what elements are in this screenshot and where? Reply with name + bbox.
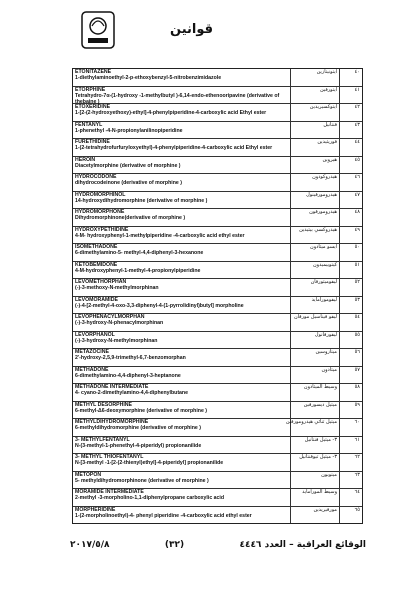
substance-cell xyxy=(73,157,291,174)
chemical-description: 5- methyldihydromorphinone (derivative of morphine ) xyxy=(75,477,209,484)
row-number: ٤٨ xyxy=(354,209,360,215)
substance-cell xyxy=(73,489,291,506)
substance-cell xyxy=(73,279,291,296)
arabic-name: ليفومورامايد xyxy=(291,297,340,314)
table-row xyxy=(73,384,362,402)
row-number: ٦٢ xyxy=(354,454,360,460)
substance-name: HYDROMORPHONE xyxy=(75,209,125,215)
table-row xyxy=(73,69,362,87)
substance-cell xyxy=(73,419,291,436)
table-row xyxy=(73,489,362,507)
row-number: ٥٥ xyxy=(354,331,360,338)
chemical-description: 4- cyano-2-dimethylamino-4,4-diphenylbutane xyxy=(75,390,188,397)
table-row xyxy=(73,174,362,192)
arabic-name: هيدرومورفون xyxy=(291,209,340,226)
drug-table xyxy=(72,68,363,524)
chemical-description: (-)-4-[2-methyl-4-oxo-3,3-diphenyl-4-(1-pyrrolidinyl)butyl] morpholine xyxy=(75,302,244,309)
table-row xyxy=(73,227,362,245)
arabic-name: ميثيل ثنائي هيدرومورفين xyxy=(291,419,340,436)
arabic-name: فنتانيل xyxy=(291,122,340,139)
row-number: ٥٠ xyxy=(354,244,360,250)
substance-name: ETORPHINE xyxy=(75,86,106,93)
chemical-description: (-)-3-methoxy-N-methylmorphinan xyxy=(75,285,159,292)
arabic-name: هيدرومورفينول xyxy=(291,192,340,209)
substance-name: 3- METHYLFENTANYL xyxy=(75,436,130,443)
substance-name: HYDROXYPETHIDINE xyxy=(75,226,129,233)
substance-cell xyxy=(73,314,291,331)
substance-name: LEVORPHANOL xyxy=(75,331,115,338)
substance-name: HYDROCODONE xyxy=(75,174,117,180)
row-number: ٥٤ xyxy=(354,314,360,320)
chemical-description: 4-M- hydroxyphenyl-1-methylpiperidine -4-carboxylic acid ethyl ester xyxy=(75,232,245,239)
row-number: ٥٦ xyxy=(354,349,360,355)
substance-cell xyxy=(73,209,291,226)
chemical-description: dihydrocodeinone (derivative of morphine ) xyxy=(75,180,182,187)
substance-name: MORPHERIDINE xyxy=(75,506,116,513)
substance-name: METAZOCINE xyxy=(75,349,109,355)
table-row xyxy=(73,209,362,227)
table-row xyxy=(73,262,362,280)
chemical-description: N-[3-methyl -1-[2-(2-thienyl)ethyl]-4-piperidyl] propionanilide xyxy=(75,460,224,467)
row-number: ٥٣ xyxy=(354,296,360,303)
table-row xyxy=(73,104,362,122)
chemical-description: 2'-hydroxy-2,5,9-trimethyl-6,7-benzomorphan xyxy=(75,355,186,362)
substance-cell xyxy=(73,87,291,104)
arabic-name: هيدروكودون xyxy=(291,174,340,191)
page-number: (٣٢) xyxy=(164,540,185,550)
substance-cell xyxy=(73,244,291,261)
substance-name: ISOMETHADONE xyxy=(75,244,118,250)
table-row xyxy=(73,87,362,105)
arabic-name: ٣- ميثيل فنتانيل xyxy=(291,437,340,454)
arabic-name: ايسو ميثادون xyxy=(291,244,340,261)
table-row xyxy=(73,122,362,140)
table-row xyxy=(73,332,362,350)
row-number: ٦٣ xyxy=(354,471,360,478)
substance-name: METHADONE xyxy=(75,366,109,373)
arabic-name: وسيط المورامايد xyxy=(291,489,340,506)
table-row xyxy=(73,419,362,437)
chemical-description: 1-(2-tetrahydrofurfuryloxyethyl)-4-phenylpiperidine-4-carboxylic acid Ethyl ester xyxy=(75,145,273,152)
substance-cell xyxy=(73,122,291,139)
chemical-description: 1-phenethyl -4-N-propionylanilinopiperidine xyxy=(75,127,183,134)
page-footer xyxy=(70,540,366,550)
substance-cell xyxy=(73,174,291,191)
arabic-name: ليفوميثورفان xyxy=(291,279,340,296)
substance-name: MORAMIDE INTERMEDIATE xyxy=(75,489,144,495)
substance-name: FURETHIDINE xyxy=(75,139,110,145)
chemical-description: 1-(2-morpholinoethyl)-4- phenyl piperidine -4-carboxylic acid ethyl ester xyxy=(75,512,252,519)
chemical-description: Dihydromorphinone(derivative of morphine ) xyxy=(75,215,186,222)
substance-cell xyxy=(73,454,291,471)
substance-cell xyxy=(73,332,291,349)
row-number: ٦٤ xyxy=(354,489,360,495)
arabic-name: ليفو فيناسيل مورفان xyxy=(291,314,340,331)
substance-cell xyxy=(73,104,291,121)
substance-name: LEVOPHENACYLMORPHAN xyxy=(75,314,145,320)
row-number: ٦٠ xyxy=(354,419,360,425)
arabic-name: وسيط الميثادون xyxy=(291,384,340,401)
arabic-name: ايتوكسيريدين xyxy=(291,104,340,121)
substance-name: FENTANYL xyxy=(75,121,103,128)
chemical-description: 2-methyl -3-morpholino-1,1-diphenylpropane carboxylic acid xyxy=(75,495,225,502)
substance-cell xyxy=(73,69,291,86)
table-row xyxy=(73,192,362,210)
arabic-name: فوريثيدين xyxy=(291,139,340,156)
chemical-description: 4-M-hydroxyphenyl-1-methyl-4-propionylpiperidine xyxy=(75,267,201,274)
substance-name: METHYLDIHYDROMORPHINE xyxy=(75,419,149,425)
chemical-description: (-)-3-hydroxy-N-phenacylmorphinan xyxy=(75,320,164,327)
substance-cell xyxy=(73,367,291,384)
row-number: ٤٤ xyxy=(354,139,360,145)
row-number: ٥٨ xyxy=(354,384,360,390)
substance-cell xyxy=(73,384,291,401)
chemical-description: 6-methyl-Δ6-deoxymorphine (derivative of morphine ) xyxy=(75,407,207,414)
row-number: ٥٢ xyxy=(354,279,360,285)
arabic-name: ميتازوسين xyxy=(291,349,340,366)
arabic-name: هيدروكسي بيثيدين xyxy=(291,227,340,244)
arabic-name: ميتوبون xyxy=(291,472,340,489)
publication-issue: الوقائع العراقية – العدد ٤٤٤٦ xyxy=(239,540,366,550)
substance-name: ETONITAZENE xyxy=(75,69,112,75)
row-number: ٥٩ xyxy=(354,401,360,408)
substance-name: KETOBEMIDONE xyxy=(75,261,118,268)
substance-cell xyxy=(73,262,291,279)
substance-cell xyxy=(73,227,291,244)
row-number: ٥١ xyxy=(354,261,360,268)
arabic-name: كيتوبيميدون xyxy=(291,262,340,279)
arabic-name: ٣- ميثيل ثيوفنتانيل xyxy=(291,454,340,471)
chemical-description: N-(3-methyl-1-phenethyl-4-piperidyl) propionanilide xyxy=(75,442,202,449)
row-number: ٤٣ xyxy=(354,121,360,128)
chemical-description: 6-methyldihydromorphine (derivative of morphine ) xyxy=(75,425,201,432)
row-number: ٤٠ xyxy=(354,69,360,75)
table-row xyxy=(73,139,362,157)
substance-name: METHYL DESORPHINE xyxy=(75,401,132,408)
substance-name: METHADONE INTERMEDIATE xyxy=(75,384,149,390)
substance-name: 3- METHYL THIOFENTANYL xyxy=(75,454,144,460)
row-number: ٤٩ xyxy=(354,226,360,233)
arabic-name: هيروين xyxy=(291,157,340,174)
chemical-description: Diacetylmorphine (derivative of morphine ) xyxy=(75,162,181,169)
arabic-name: ايتورفين xyxy=(291,87,340,104)
table-row xyxy=(73,472,362,490)
substance-cell xyxy=(73,139,291,156)
substance-cell xyxy=(73,192,291,209)
chemical-description: 6-dimethylamino-5- methyl-4,4-diphenyl-3-hexanone xyxy=(75,250,204,257)
row-number: ٤٧ xyxy=(354,191,360,198)
table-row xyxy=(73,297,362,315)
row-number: ٤٢ xyxy=(354,104,360,110)
substance-name: LEVOMETHORPHAN xyxy=(75,279,127,285)
substance-cell xyxy=(73,472,291,489)
arabic-name: ايتونيتازين xyxy=(291,69,340,86)
row-number: ٦١ xyxy=(354,436,360,443)
table-row xyxy=(73,244,362,262)
arabic-name: ميثادون xyxy=(291,367,340,384)
substance-cell xyxy=(73,349,291,366)
table-row xyxy=(73,437,362,455)
table-row xyxy=(73,314,362,332)
substance-name: ETOXERIDINE xyxy=(75,104,111,110)
chemical-description: 1-[2-(2-hydroxyethoxy)-ethyl]-4-phenylpiperidine-4-carboxylic acid Ethyl ester xyxy=(75,110,267,117)
substance-cell xyxy=(73,297,291,314)
arabic-name: ليفورفانول xyxy=(291,332,340,349)
substance-cell xyxy=(73,507,291,524)
table-row xyxy=(73,402,362,420)
table-row xyxy=(73,507,362,524)
row-number: ٤١ xyxy=(354,86,360,93)
substance-cell xyxy=(73,402,291,419)
table-row xyxy=(73,454,362,472)
row-number: ٦٥ xyxy=(354,506,360,513)
emblem-logo xyxy=(80,10,116,50)
table-row xyxy=(73,349,362,367)
table-row xyxy=(73,367,362,385)
row-number: ٥٧ xyxy=(354,366,360,373)
table-row xyxy=(73,157,362,175)
chemical-description: 1-diethylaminoethyl-2-p-ethoxybenzyl-5-nitrobenzimidazole xyxy=(75,75,222,82)
arabic-name: ميثيل ديسورفين xyxy=(291,402,340,419)
page-title: قوانين xyxy=(170,22,214,37)
substance-name: HEROIN xyxy=(75,156,96,163)
chemical-description: 6-dimethylamino-4,4-diphenyl-3-heptanone xyxy=(75,372,181,379)
chemical-description: 14-hydroxydihydromorphine (derivative of morphine ) xyxy=(75,197,208,204)
substance-name: HYDROMORPHINOL xyxy=(75,191,126,198)
publication-date: ٢٠١٧/٥/٨ xyxy=(70,540,110,550)
chemical-description: (-)-3-hydroxy-N-methylmorphinan xyxy=(75,337,158,344)
arabic-name: مورفيريدين xyxy=(291,507,340,524)
chemical-description: Tetrahydro-7α-(1-hydroxy -1-methylbutyl )-6,14-endo-ethenooripavine (derivative of thebaine ) xyxy=(75,92,280,105)
substance-cell xyxy=(73,437,291,454)
table-row xyxy=(73,279,362,297)
row-number: ٤٥ xyxy=(354,156,360,163)
substance-name: METOPON xyxy=(75,471,102,478)
substance-name: LEVOMORAMIDE xyxy=(75,296,118,303)
row-number: ٤٦ xyxy=(354,174,360,180)
